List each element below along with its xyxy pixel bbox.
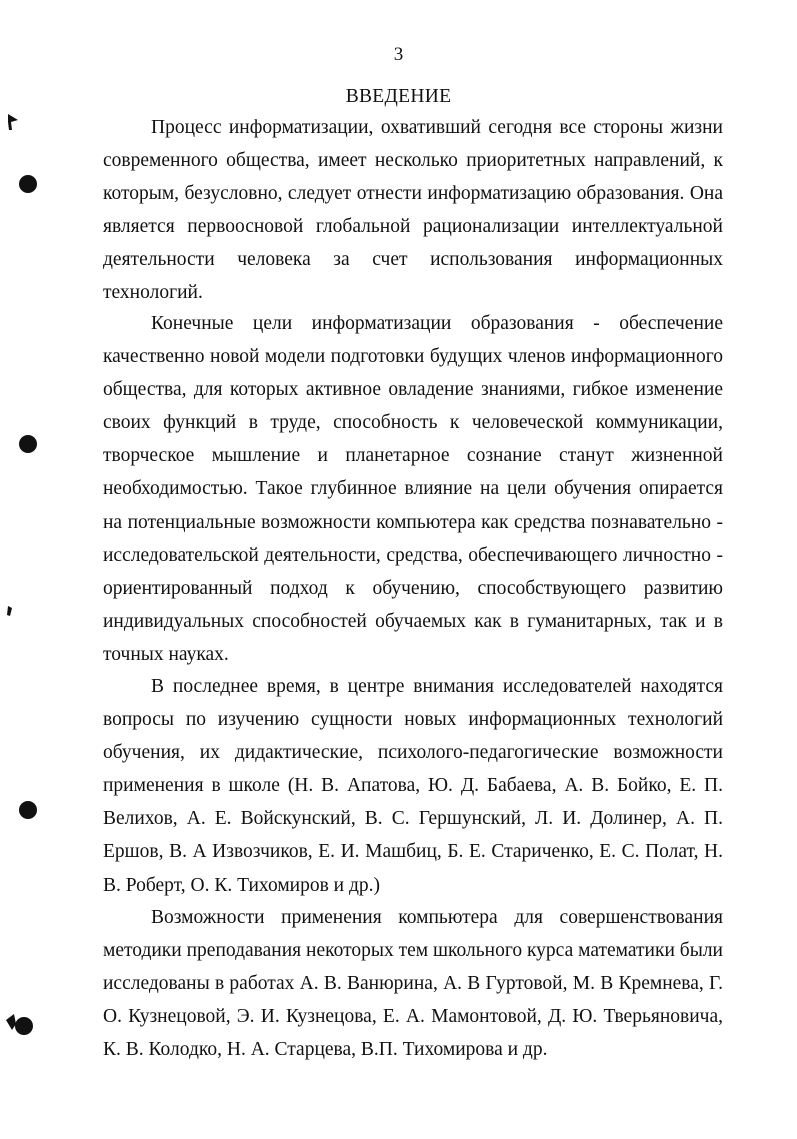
- arrow-mark-icon: [8, 114, 18, 130]
- paragraph-4: Возможности применения компьютера для совершенствования методики преподавания некоторых тем школьного курса математики были исследованы в работах А. В. Ванюрина, А. В Гуртовой, М. В Кремнева, Г. О. Кузнецовой, Э. И. Кузнецова, Е. А. Мамонтовой, Д. Ю. Тверьяновича, К. В. Колодко, Н. А. Старцева, В.П. Тихомирова и др.: [103, 907, 723, 1061]
- paragraph-2: Конечные цели информатизации образования - обеспечение качественно новой модели подготовки будущих членов информационного общества, для которых активное овладение знаниями, гибкое изменение своих функций в труде, способность к человеческой коммуникации, творческое мышление и планетарное сознание станут жизненной необходимостью. Такое глубинное влияние на цели обучения опирается на потенциальные возможности компьютера как средства познавательно - исследовательской деятельности, средства, обеспечивающего личностно - ориентированный подход к обучению, способствующего развитию индивидуальных способностей обучаемых как в гуманитарных, так и в точных науках.: [103, 313, 723, 665]
- paragraph-3: В последнее время, в центре внимания исследователей находятся вопросы по изучению сущности новых информационных технологий обучения, их дидактические, психолого-педагогические возможности применения в школе (Н. В. Апатова, Ю. Д. Бабаева, А. В. Бойко, Е. П. Велихов, А. Е. Войскунский, В. С. Гершунский, Л. И. Долинер, А. П. Ершов, В. А Извозчиков, Е. И. Машбиц, Б. Е. Стариченко, Е. С. Полат, Н. В. Роберт, О. К. Тихомиров и др.): [103, 676, 723, 896]
- tick-mark-icon: [7, 606, 12, 616]
- binder-hole-icon: [19, 801, 37, 819]
- arrow-mark-icon: [6, 1014, 16, 1030]
- binder-hole-icon: [15, 1017, 33, 1035]
- binder-hole-icon: [19, 435, 37, 453]
- scan-margin-marks: [0, 0, 40, 1139]
- paragraph-1: Процесс информатизации, охвативший сегодня все стороны жизни современного общества, имеет несколько приоритетных направлений, к которым, безусловно, следует отнести информатизацию образования. Она является первоосновой глобальной рационализации интеллектуальной деятельности человека за счет использования информационных технологий.: [103, 117, 723, 304]
- binder-hole-icon: [19, 175, 37, 193]
- page-title: ВВЕДЕНИЕ: [345, 86, 452, 107]
- page-number: 3: [393, 44, 404, 65]
